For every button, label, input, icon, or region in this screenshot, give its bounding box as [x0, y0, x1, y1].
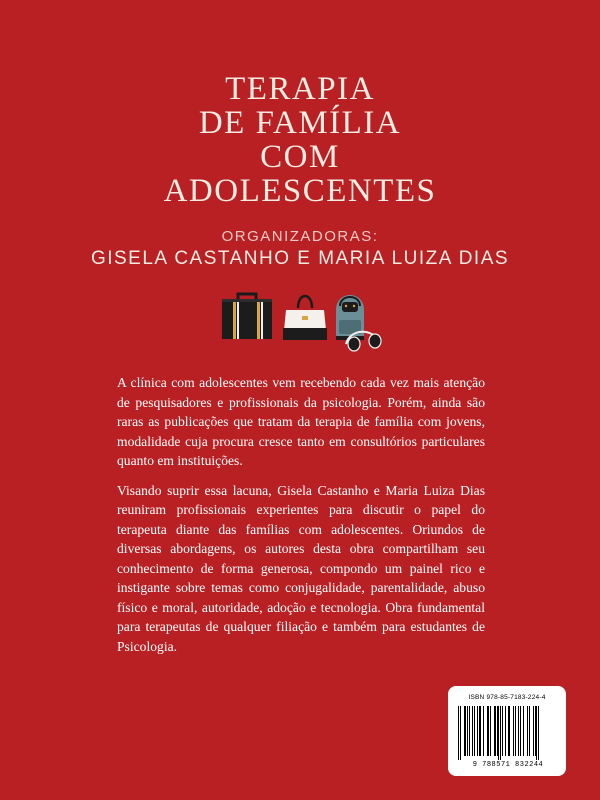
barcode-icon: [456, 706, 558, 760]
blurb-paragraph: Visando suprir essa lacuna, Gisela Castanho e Maria Luiza Dias reuniram profissionais experientes para discutir o papel do terapeuta diante das famílias com adolescentes. Oriundos de diversas abordagens, os autores desta obra compartilham seu conhecimento de forma generosa, compondo um painel rico e instigante sobre temas como conjugalidade, parentalidade, abuso físico e moral, autoridade, adoção e tecnologia. Obra fundamental para terapeutas de qualquer filiação e também para estudantes de Psicologia.: [117, 482, 485, 654]
blurb-paragraph: A clínica com adolescentes vem recebendo cada vez mais atenção de pesquisadores e profissionais da psicologia. Porém, ainda são raras as publicações que tratam da terapia de família com jovens, modalidade cuja procura cresce tanto em consultórios particulares quanto em instituições.: [117, 375, 485, 468]
briefcase-icon: [222, 294, 272, 339]
handbag-icon: [283, 296, 327, 340]
bags-illustration: [218, 286, 388, 356]
title-line: ADOLESCENTES: [163, 173, 437, 209]
title-line: COM: [260, 139, 340, 175]
organizers-names: GISELA CASTANHO E MARIA LUIZA DIAS: [90, 248, 510, 269]
book-title: [0, 72, 600, 208]
back-cover-blurb: [117, 373, 485, 666]
title-line: DE FAMÍLIA: [198, 105, 402, 141]
ean-digits: 9 788571 832244: [472, 761, 544, 769]
title-line: TERAPIA: [225, 71, 375, 107]
isbn-label: ISBN 978-85-7183-224-4: [468, 694, 546, 701]
barcode-box: [448, 686, 566, 776]
backpack-icon: [336, 295, 364, 340]
organizers-label: ORGANIZADORAS:: [221, 228, 379, 245]
